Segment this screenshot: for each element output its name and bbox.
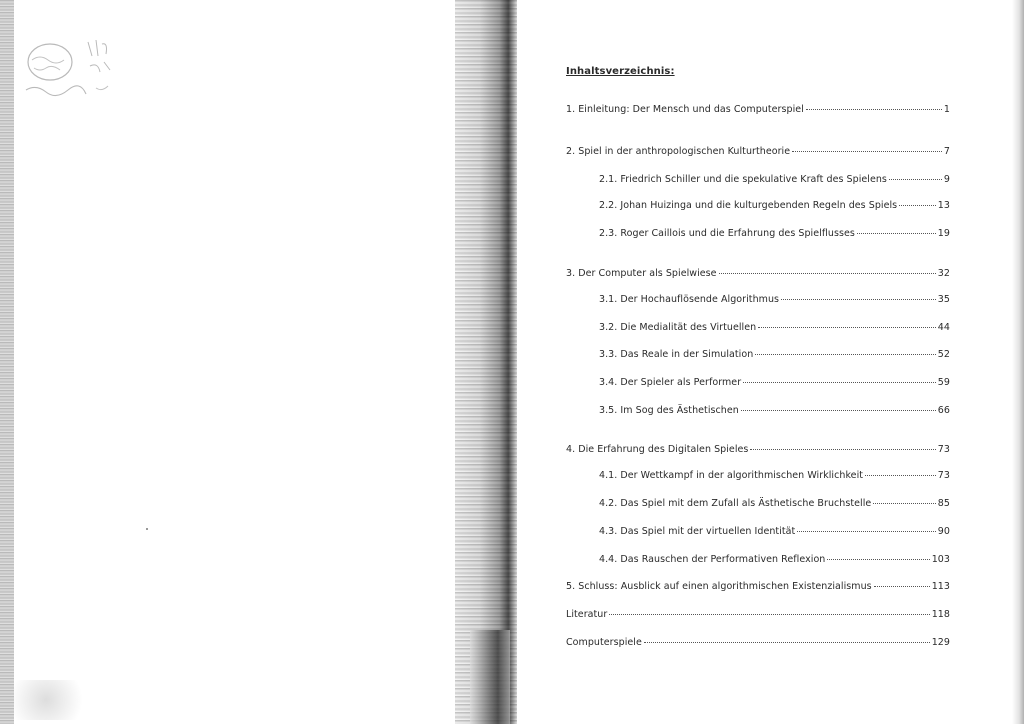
toc-dot-leader — [781, 299, 936, 300]
scan-speck — [146, 528, 148, 530]
toc-entry — [566, 637, 950, 648]
toc-dot-leader — [889, 179, 942, 180]
toc-entry-label: 2.1. Friedrich Schiller und die spekulative Kraft des Spielens — [599, 174, 887, 185]
toc-entry — [599, 322, 950, 333]
toc-entry — [599, 294, 950, 305]
toc-entry-label: 4.1. Der Wettkampf in der algorithmischen Wirklichkeit — [599, 470, 864, 481]
toc-entry-label: 2. Spiel in der anthropologischen Kulturtheorie — [566, 146, 791, 157]
toc-entry-label: 3.3. Das Reale in der Simulation — [599, 349, 754, 360]
toc-entry — [599, 349, 950, 360]
toc-entry-label: 3.5. Im Sog des Ästhetischen — [599, 405, 739, 416]
toc-dot-leader — [874, 586, 930, 587]
toc-page-number: 1 — [943, 104, 950, 115]
toc-dot-leader — [743, 382, 936, 383]
toc-dot-leader — [827, 559, 929, 560]
toc-entry-label: 2.2. Johan Huizinga und die kulturgebenden Regeln des Spiels — [599, 200, 898, 211]
toc-page-number: 73 — [937, 444, 950, 455]
toc-entry — [566, 104, 950, 115]
toc-entry — [599, 405, 950, 416]
toc-dot-leader — [750, 449, 935, 450]
toc-entry-label: 4. Die Erfahrung des Digitalen Spieles — [566, 444, 749, 455]
toc-page-number: 32 — [937, 268, 950, 279]
toc-entry-label: 4.3. Das Spiel mit der virtuellen Identität — [599, 526, 796, 537]
toc-entry-label: Literatur — [566, 609, 608, 620]
toc-dot-leader — [644, 642, 930, 643]
toc-page-number: 103 — [931, 554, 950, 565]
toc-dot-leader — [609, 614, 929, 615]
toc-page-number: 66 — [937, 405, 950, 416]
toc-heading: Inhaltsverzeichnis: — [566, 66, 675, 77]
toc-entry-label: 3.2. Die Medialität des Virtuellen — [599, 322, 757, 333]
toc-entry — [599, 174, 950, 185]
toc-entry — [599, 377, 950, 388]
toc-dot-leader — [806, 109, 942, 110]
toc-page-number: 118 — [931, 609, 950, 620]
toc-page-number: 73 — [937, 470, 950, 481]
toc-entry-label: 4.4. Das Rauschen der Performativen Reflexion — [599, 554, 826, 565]
toc-entry-label: 5. Schluss: Ausblick auf einen algorithmischen Existenzialismus — [566, 581, 872, 592]
toc-entry — [599, 498, 950, 509]
toc-dot-leader — [899, 205, 936, 206]
toc-entry — [599, 228, 950, 239]
toc-entry — [599, 200, 950, 211]
toc-page-number: 44 — [937, 322, 950, 333]
toc-entry — [566, 609, 950, 620]
right-page-edge — [1012, 0, 1024, 724]
toc-page-number: 90 — [937, 526, 950, 537]
toc-dot-leader — [719, 273, 936, 274]
toc-entry — [566, 444, 950, 455]
scan-smudge — [14, 680, 94, 720]
toc-dot-leader — [755, 354, 936, 355]
toc-entry — [599, 526, 950, 537]
toc-entry — [566, 268, 950, 279]
toc-dot-leader — [873, 503, 935, 504]
toc-dot-leader — [758, 327, 936, 328]
toc-entry-label: 2.3. Roger Caillois und die Erfahrung des Spielflusses — [599, 228, 855, 239]
toc-entry — [566, 581, 950, 592]
table-of-contents-page — [566, 60, 956, 680]
toc-page-number: 129 — [931, 637, 950, 648]
toc-dot-leader — [797, 531, 935, 532]
toc-page-number: 19 — [937, 228, 950, 239]
toc-dot-leader — [792, 151, 942, 152]
toc-page-number: 7 — [943, 146, 950, 157]
toc-entry-label: 4.2. Das Spiel mit dem Zufall als Ästhetische Bruchstelle — [599, 498, 872, 509]
toc-page-number: 9 — [943, 174, 950, 185]
toc-entry — [599, 554, 950, 565]
library-stamp-mark — [18, 32, 138, 122]
toc-entry-label: 3. Der Computer als Spielwiese — [566, 268, 717, 279]
toc-entry-label: 3.1. Der Hochauflösende Algorithmus — [599, 294, 780, 305]
toc-entry — [566, 146, 950, 157]
toc-page-number: 59 — [937, 377, 950, 388]
toc-entry-label: 3.4. Der Spieler als Performer — [599, 377, 742, 388]
toc-dot-leader — [865, 475, 936, 476]
toc-dot-leader — [741, 410, 936, 411]
left-page-edge — [0, 0, 14, 724]
book-gutter — [455, 0, 517, 724]
toc-entry — [599, 470, 950, 481]
toc-page-number: 13 — [937, 200, 950, 211]
toc-entry-label: Computerspiele — [566, 637, 642, 648]
toc-page-number: 113 — [931, 581, 950, 592]
toc-page-number: 35 — [937, 294, 950, 305]
gutter-shadow — [470, 630, 510, 724]
toc-page-number: 85 — [937, 498, 950, 509]
toc-page-number: 52 — [937, 349, 950, 360]
toc-dot-leader — [857, 233, 936, 234]
toc-entry-label: 1. Einleitung: Der Mensch und das Computerspiel — [566, 104, 804, 115]
